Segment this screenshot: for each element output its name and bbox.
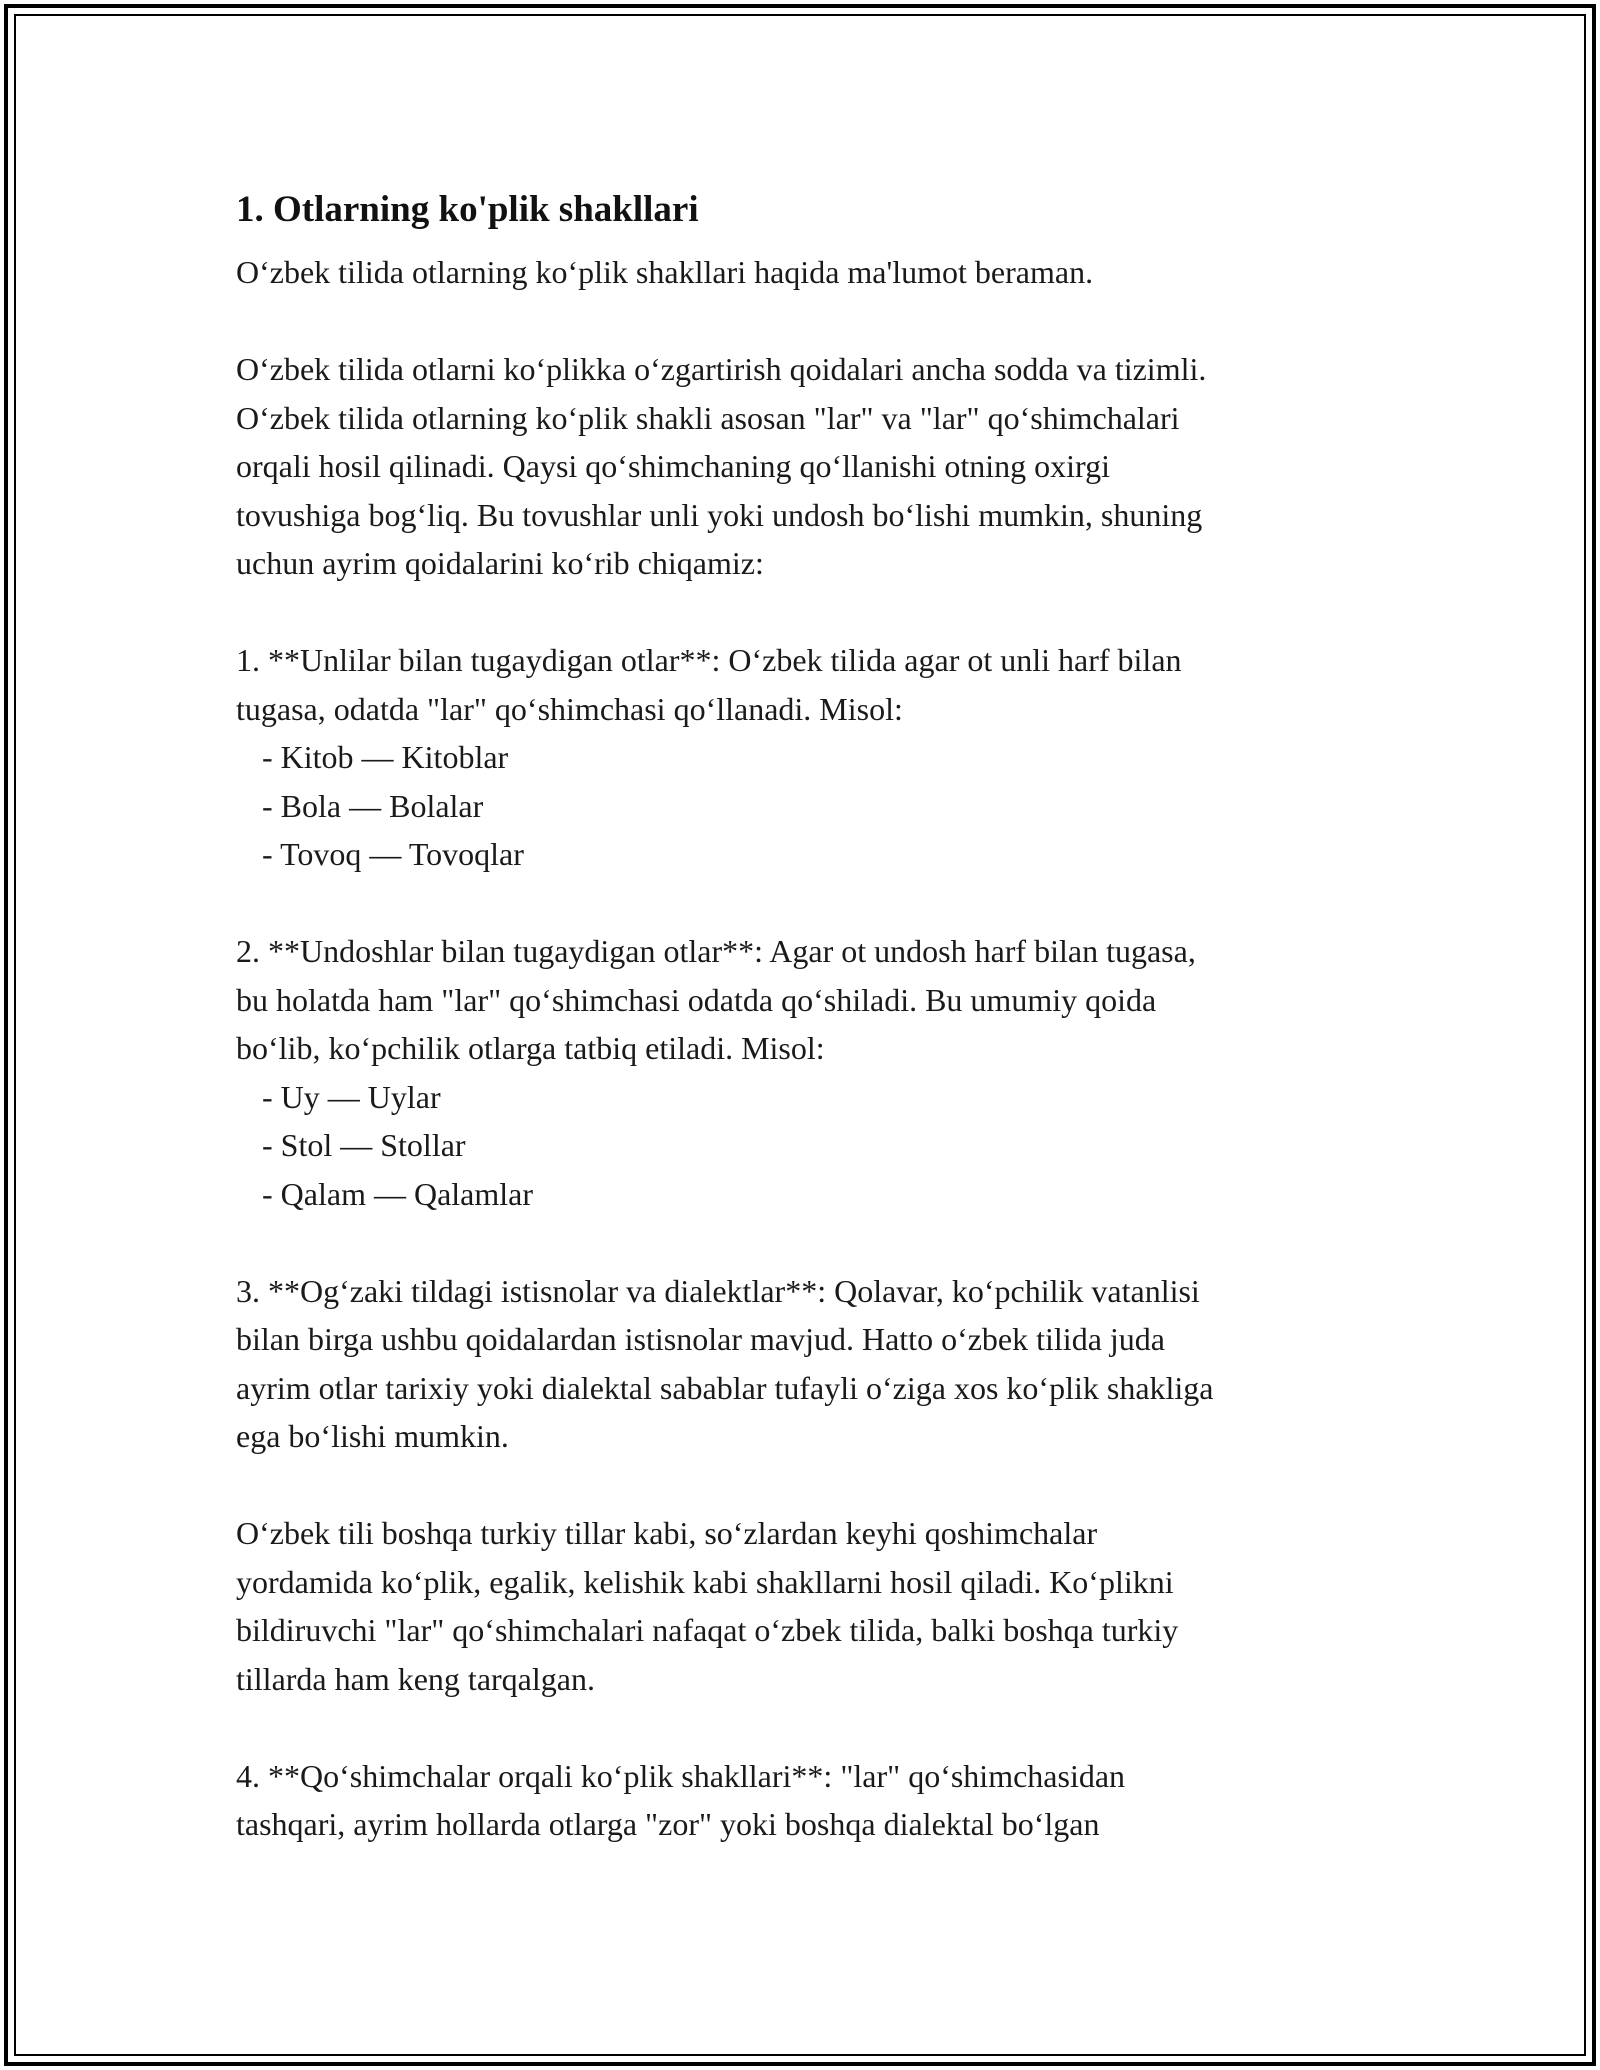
text-line: 2. **Undoshlar bilan tugaydigan otlar**: Agar ot undosh harf bilan tugasa, <box>236 933 1196 969</box>
list-item: - Stol — Stollar <box>262 1127 466 1163</box>
paragraph-intro <box>236 248 1366 297</box>
document-body <box>236 186 1366 1897</box>
text-line: bilan birga ushbu qoidalardan istisnolar mavjud. Hatto o‘zbek tilida juda <box>236 1321 1165 1357</box>
paragraph-overview <box>236 345 1366 588</box>
text-line: O‘zbek tilida otlarning ko‘plik shakli asosan "lar" va "lar" qo‘shimchalari <box>236 399 1180 436</box>
text-line: 1. **Unlilar bilan tugaydigan otlar**: O‘zbek tilida agar ot unli harf bilan <box>236 642 1182 678</box>
text-line: ega bo‘lishi mumkin. <box>236 1418 509 1454</box>
page-title: 1. Otlarning ko'plik shakllari <box>236 189 699 230</box>
paragraph-rule-1 <box>236 636 1366 879</box>
paragraph-rule-3 <box>236 1267 1366 1461</box>
text-line: bu holatda ham "lar" qo‘shimchasi odatda qo‘shiladi. Bu umumiy qoida <box>236 981 1157 1018</box>
text-line: tugasa, odatda "lar" qo‘shimchasi qo‘llanadi. Misol: <box>236 690 903 727</box>
text-line: 3. **Og‘zaki tildagi istisnolar va dialektlar**: Qolavar, ko‘pchilik vatanlisi <box>236 1272 1200 1309</box>
text-line: bo‘lib, ko‘pchilik otlarga tatbiq etiladi. Misol: <box>236 1030 825 1066</box>
text-line: O‘zbek tilida otlarning ko‘plik shakllari haqida ma'lumot beraman. <box>236 254 1094 290</box>
list-item: - Uy — Uylar <box>262 1078 441 1115</box>
paragraph-rule-2 <box>236 927 1366 1218</box>
list-item: - Qalam — Qalamlar <box>262 1175 533 1212</box>
text-line: ayrim otlar tarixiy yoki dialektal sabablar tufayli o‘ziga xos ko‘plik shakliga <box>236 1369 1214 1406</box>
text-line: uchun ayrim qoidalarini ko‘rib chiqamiz: <box>236 545 764 581</box>
text-line: tovushiga bog‘liq. Bu tovushlar unli yoki undosh bo‘lishi mumkin, shuning <box>236 496 1203 533</box>
text-line: tillarda ham keng tarqalgan. <box>236 1660 595 1697</box>
text-line: tashqari, ayrim hollarda otlarga "zor" yoki boshqa dialektal bo‘lgan <box>236 1806 1100 1842</box>
list-item: - Bola — Bolalar <box>262 787 484 824</box>
paragraph-turkic <box>236 1509 1366 1703</box>
text-line: O‘zbek tilida otlarni ko‘plikka o‘zgartirish qoidalari ancha sodda va tizimli. <box>236 351 1207 387</box>
text-line: 4. **Qo‘shimchalar orqali ko‘plik shakllari**: "lar" qo‘shimchasidan <box>236 1757 1126 1794</box>
text-line: yordamida ko‘plik, egalik, kelishik kabi shakllarni hosil qiladi. Ko‘plikni <box>236 1563 1174 1600</box>
text-line: orqali hosil qilinadi. Qaysi qo‘shimchaning qo‘llanishi otning oxirgi <box>236 448 1110 484</box>
text-line: bildiruvchi "lar" qo‘shimchalari nafaqat o‘zbek tilida, balki boshqa turkiy <box>236 1612 1179 1648</box>
paragraph-rule-4 <box>236 1752 1366 1849</box>
text-line: O‘zbek tili boshqa turkiy tillar kabi, so‘zlardan keyhi qoshimchalar <box>236 1515 1098 1551</box>
list-item: - Tovoq — Tovoqlar <box>262 836 524 872</box>
list-item: - Kitob — Kitoblar <box>262 739 509 775</box>
